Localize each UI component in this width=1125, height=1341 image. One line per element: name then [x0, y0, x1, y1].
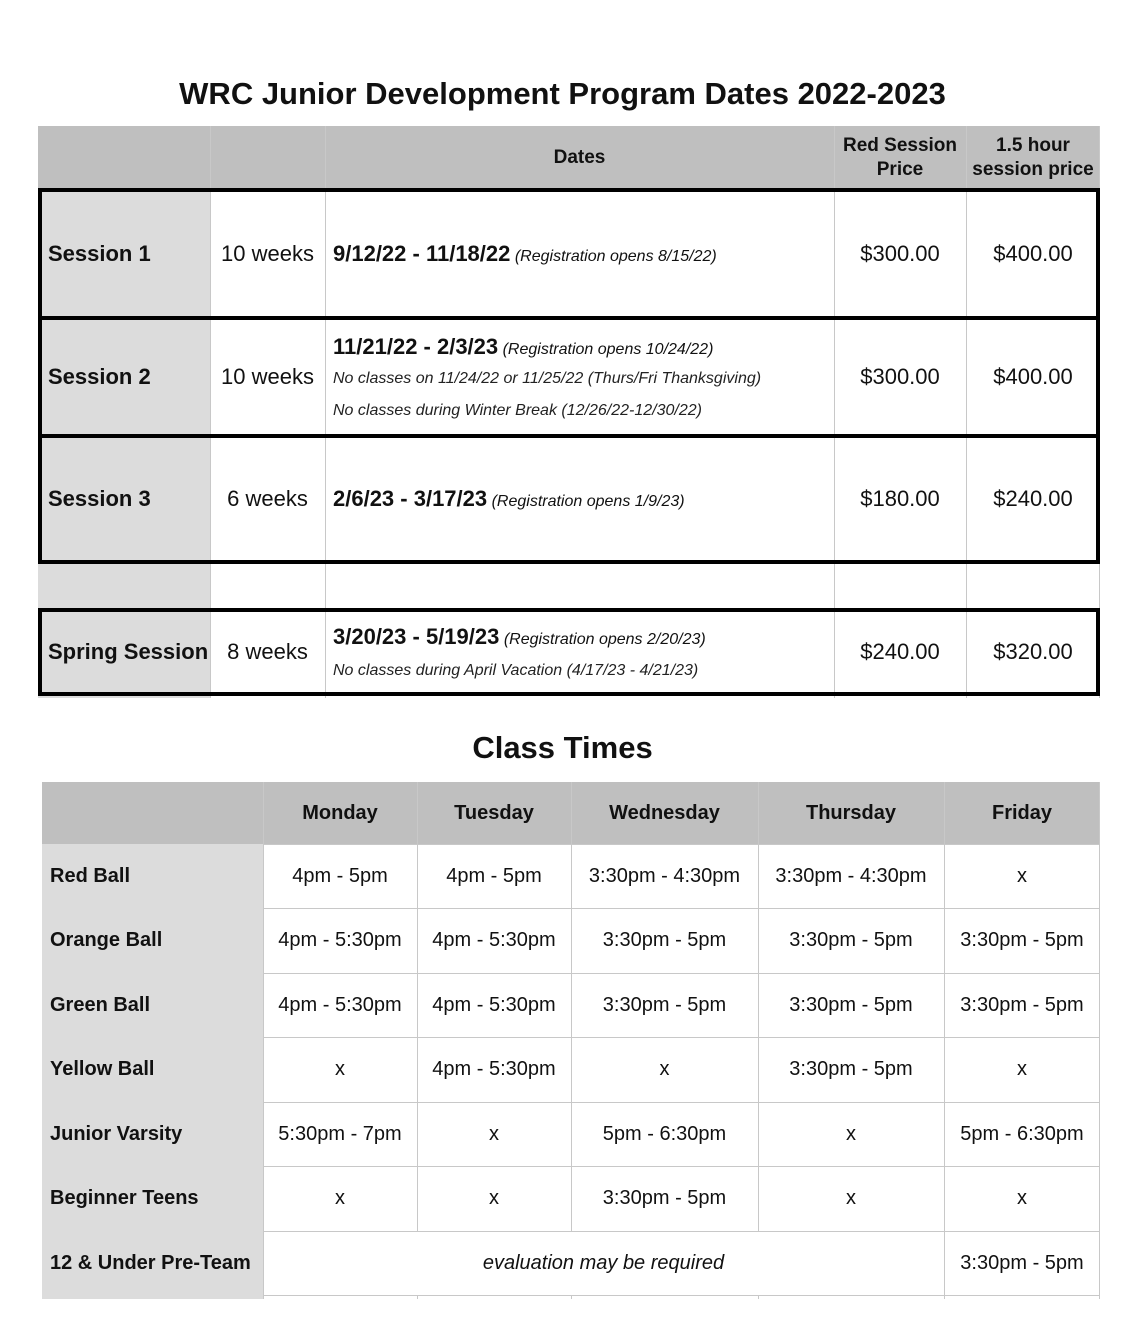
- page-title: WRC Junior Development Program Dates 2022-2023: [179, 76, 946, 111]
- time-cell: 4pm - 5:30pm: [432, 929, 556, 952]
- time-cell: x: [659, 1058, 670, 1081]
- time-cell: 4pm - 5:30pm: [278, 993, 402, 1016]
- level-label: Junior Varsity: [42, 1102, 263, 1167]
- day-header: Friday: [944, 782, 1100, 844]
- level-label: Red Ball: [42, 844, 263, 909]
- grid-line: [325, 126, 326, 698]
- registration-note: (Registration opens 8/15/22): [514, 248, 717, 265]
- registration-note: (Registration opens 2/20/23): [503, 631, 706, 648]
- time-cell: 5pm - 6:30pm: [960, 1122, 1084, 1145]
- grid-line: [834, 126, 835, 698]
- grid-line: [263, 1295, 1100, 1296]
- registration-note: (Registration opens 1/9/23): [491, 493, 685, 510]
- header-blank: [42, 782, 263, 844]
- time-cell: x: [1017, 864, 1027, 887]
- session-dates-table: [38, 126, 1100, 698]
- grid-line: [944, 782, 945, 1299]
- session-weeks: 10 weeks: [221, 364, 314, 389]
- level-label: Green Ball: [42, 973, 263, 1038]
- header-red-session-price: [834, 126, 966, 190]
- red-session-price: $300.00: [860, 241, 940, 266]
- level-label: Beginner Teens: [42, 1167, 263, 1232]
- grid-line: [966, 126, 967, 698]
- header-blank-name: [38, 126, 210, 190]
- time-cell: 3:30pm - 5pm: [960, 993, 1084, 1016]
- grid-line: [263, 1231, 1100, 1232]
- session-weeks: 10 weeks: [221, 241, 314, 266]
- time-cell: x: [846, 1122, 856, 1145]
- time-cell: x: [335, 1187, 345, 1210]
- time-cell: 3:30pm - 5pm: [960, 929, 1084, 952]
- session-dates: [325, 436, 834, 562]
- red-session-price: $240.00: [860, 639, 940, 664]
- bottom-strip-label-cell: [42, 1295, 263, 1299]
- grid-line: [263, 908, 1100, 909]
- time-cell: x: [489, 1187, 499, 1210]
- time-cell: 3:30pm - 5pm: [960, 1251, 1084, 1274]
- grid-line: [263, 844, 1100, 845]
- session-name: Session 1: [38, 190, 210, 318]
- grid-line: [263, 1037, 1100, 1038]
- time-cell: 3:30pm - 5pm: [602, 929, 727, 952]
- grid-line: [263, 1166, 1100, 1167]
- day-header: Wednesday: [571, 782, 758, 844]
- header-red-price-line2: Price: [876, 159, 924, 180]
- session-dates: [325, 318, 834, 436]
- header-red-price-line1: Red Session: [842, 135, 958, 156]
- time-cell: 4pm - 5:30pm: [278, 929, 402, 952]
- hour-session-price: $400.00: [993, 364, 1073, 389]
- evaluation-note: evaluation may be required: [482, 1251, 725, 1274]
- hour-session-price: $400.00: [993, 241, 1073, 266]
- time-cell: x: [1017, 1187, 1027, 1210]
- grid-line: [263, 973, 1100, 974]
- grid-line: [758, 782, 759, 1231]
- day-header: Tuesday: [417, 782, 571, 844]
- session-weeks: 6 weeks: [227, 486, 308, 511]
- session-dates: [325, 190, 834, 318]
- no-class-note: No classes on 11/24/22 or 11/25/22 (Thurs/Fri Thanksgiving): [333, 370, 762, 387]
- header-hour-price-line2: session price: [972, 159, 1094, 180]
- grid-line: [263, 782, 264, 1299]
- date-range: 2/6/23 - 3/17/23: [333, 486, 488, 511]
- grid-line: [1099, 126, 1100, 698]
- time-cell: 4pm - 5:30pm: [432, 1058, 556, 1081]
- no-class-note: No classes during Winter Break (12/26/22-12/30/22): [333, 402, 702, 419]
- date-range: 9/12/22 - 11/18/22: [333, 241, 511, 266]
- grid-line: [210, 126, 211, 698]
- grid-line: [417, 782, 418, 1231]
- time-cell: 5pm - 6:30pm: [602, 1122, 727, 1145]
- time-cell: 3:30pm - 4:30pm: [588, 864, 741, 887]
- session-name: Spring Session: [38, 610, 210, 694]
- time-cell: x: [846, 1187, 856, 1210]
- bottom-strip-label-cell: [38, 694, 210, 698]
- class-times-title: Class Times: [472, 730, 653, 765]
- session-name: Session 2: [38, 318, 210, 436]
- time-cell: 4pm - 5:30pm: [432, 993, 556, 1016]
- no-class-note: No classes during April Vacation (4/17/23 - 4/21/23): [333, 662, 699, 679]
- level-label: 12 & Under Pre-Team: [42, 1231, 263, 1295]
- header-dates: Dates: [325, 126, 834, 190]
- time-cell: 5:30pm - 7pm: [278, 1122, 402, 1145]
- date-range: 3/20/23 - 5/19/23: [333, 624, 500, 649]
- session-weeks: 8 weeks: [227, 639, 308, 664]
- registration-note: (Registration opens 10/24/22): [502, 341, 714, 358]
- time-cell: 3:30pm - 5pm: [602, 1187, 727, 1210]
- class-times-table: [42, 782, 1100, 1299]
- hour-session-price: $320.00: [993, 639, 1073, 664]
- level-label: Yellow Ball: [42, 1038, 263, 1103]
- time-cell: 3:30pm - 5pm: [789, 993, 913, 1016]
- red-session-price: $300.00: [860, 364, 940, 389]
- time-cell: 3:30pm - 5pm: [602, 993, 727, 1016]
- header-blank-weeks: [210, 126, 325, 190]
- grid-line: [263, 1102, 1100, 1103]
- grid-line: [1099, 782, 1100, 1299]
- grid-line: [571, 782, 572, 1231]
- time-cell: x: [1017, 1058, 1027, 1081]
- session-dates: [325, 610, 834, 694]
- red-session-price: $180.00: [860, 486, 940, 511]
- date-range: 11/21/22 - 2/3/23: [333, 334, 499, 359]
- spacer-row-label-cell: [38, 562, 210, 610]
- time-cell: 3:30pm - 4:30pm: [775, 864, 927, 887]
- time-cell: x: [489, 1122, 499, 1145]
- level-label: Orange Ball: [42, 909, 263, 974]
- session-name: Session 3: [38, 436, 210, 562]
- time-cell: 3:30pm - 5pm: [789, 929, 913, 952]
- time-cell: 3:30pm - 5pm: [789, 1058, 913, 1081]
- hour-session-price: $240.00: [993, 486, 1073, 511]
- time-cell: 4pm - 5pm: [446, 864, 542, 887]
- day-header: Monday: [263, 782, 417, 844]
- time-cell: x: [335, 1058, 345, 1081]
- time-cell: 4pm - 5pm: [292, 864, 388, 887]
- header-hour-price-line1: 1.5 hour: [996, 135, 1070, 156]
- day-header: Thursday: [758, 782, 944, 844]
- header-hour-session-price: [966, 126, 1100, 190]
